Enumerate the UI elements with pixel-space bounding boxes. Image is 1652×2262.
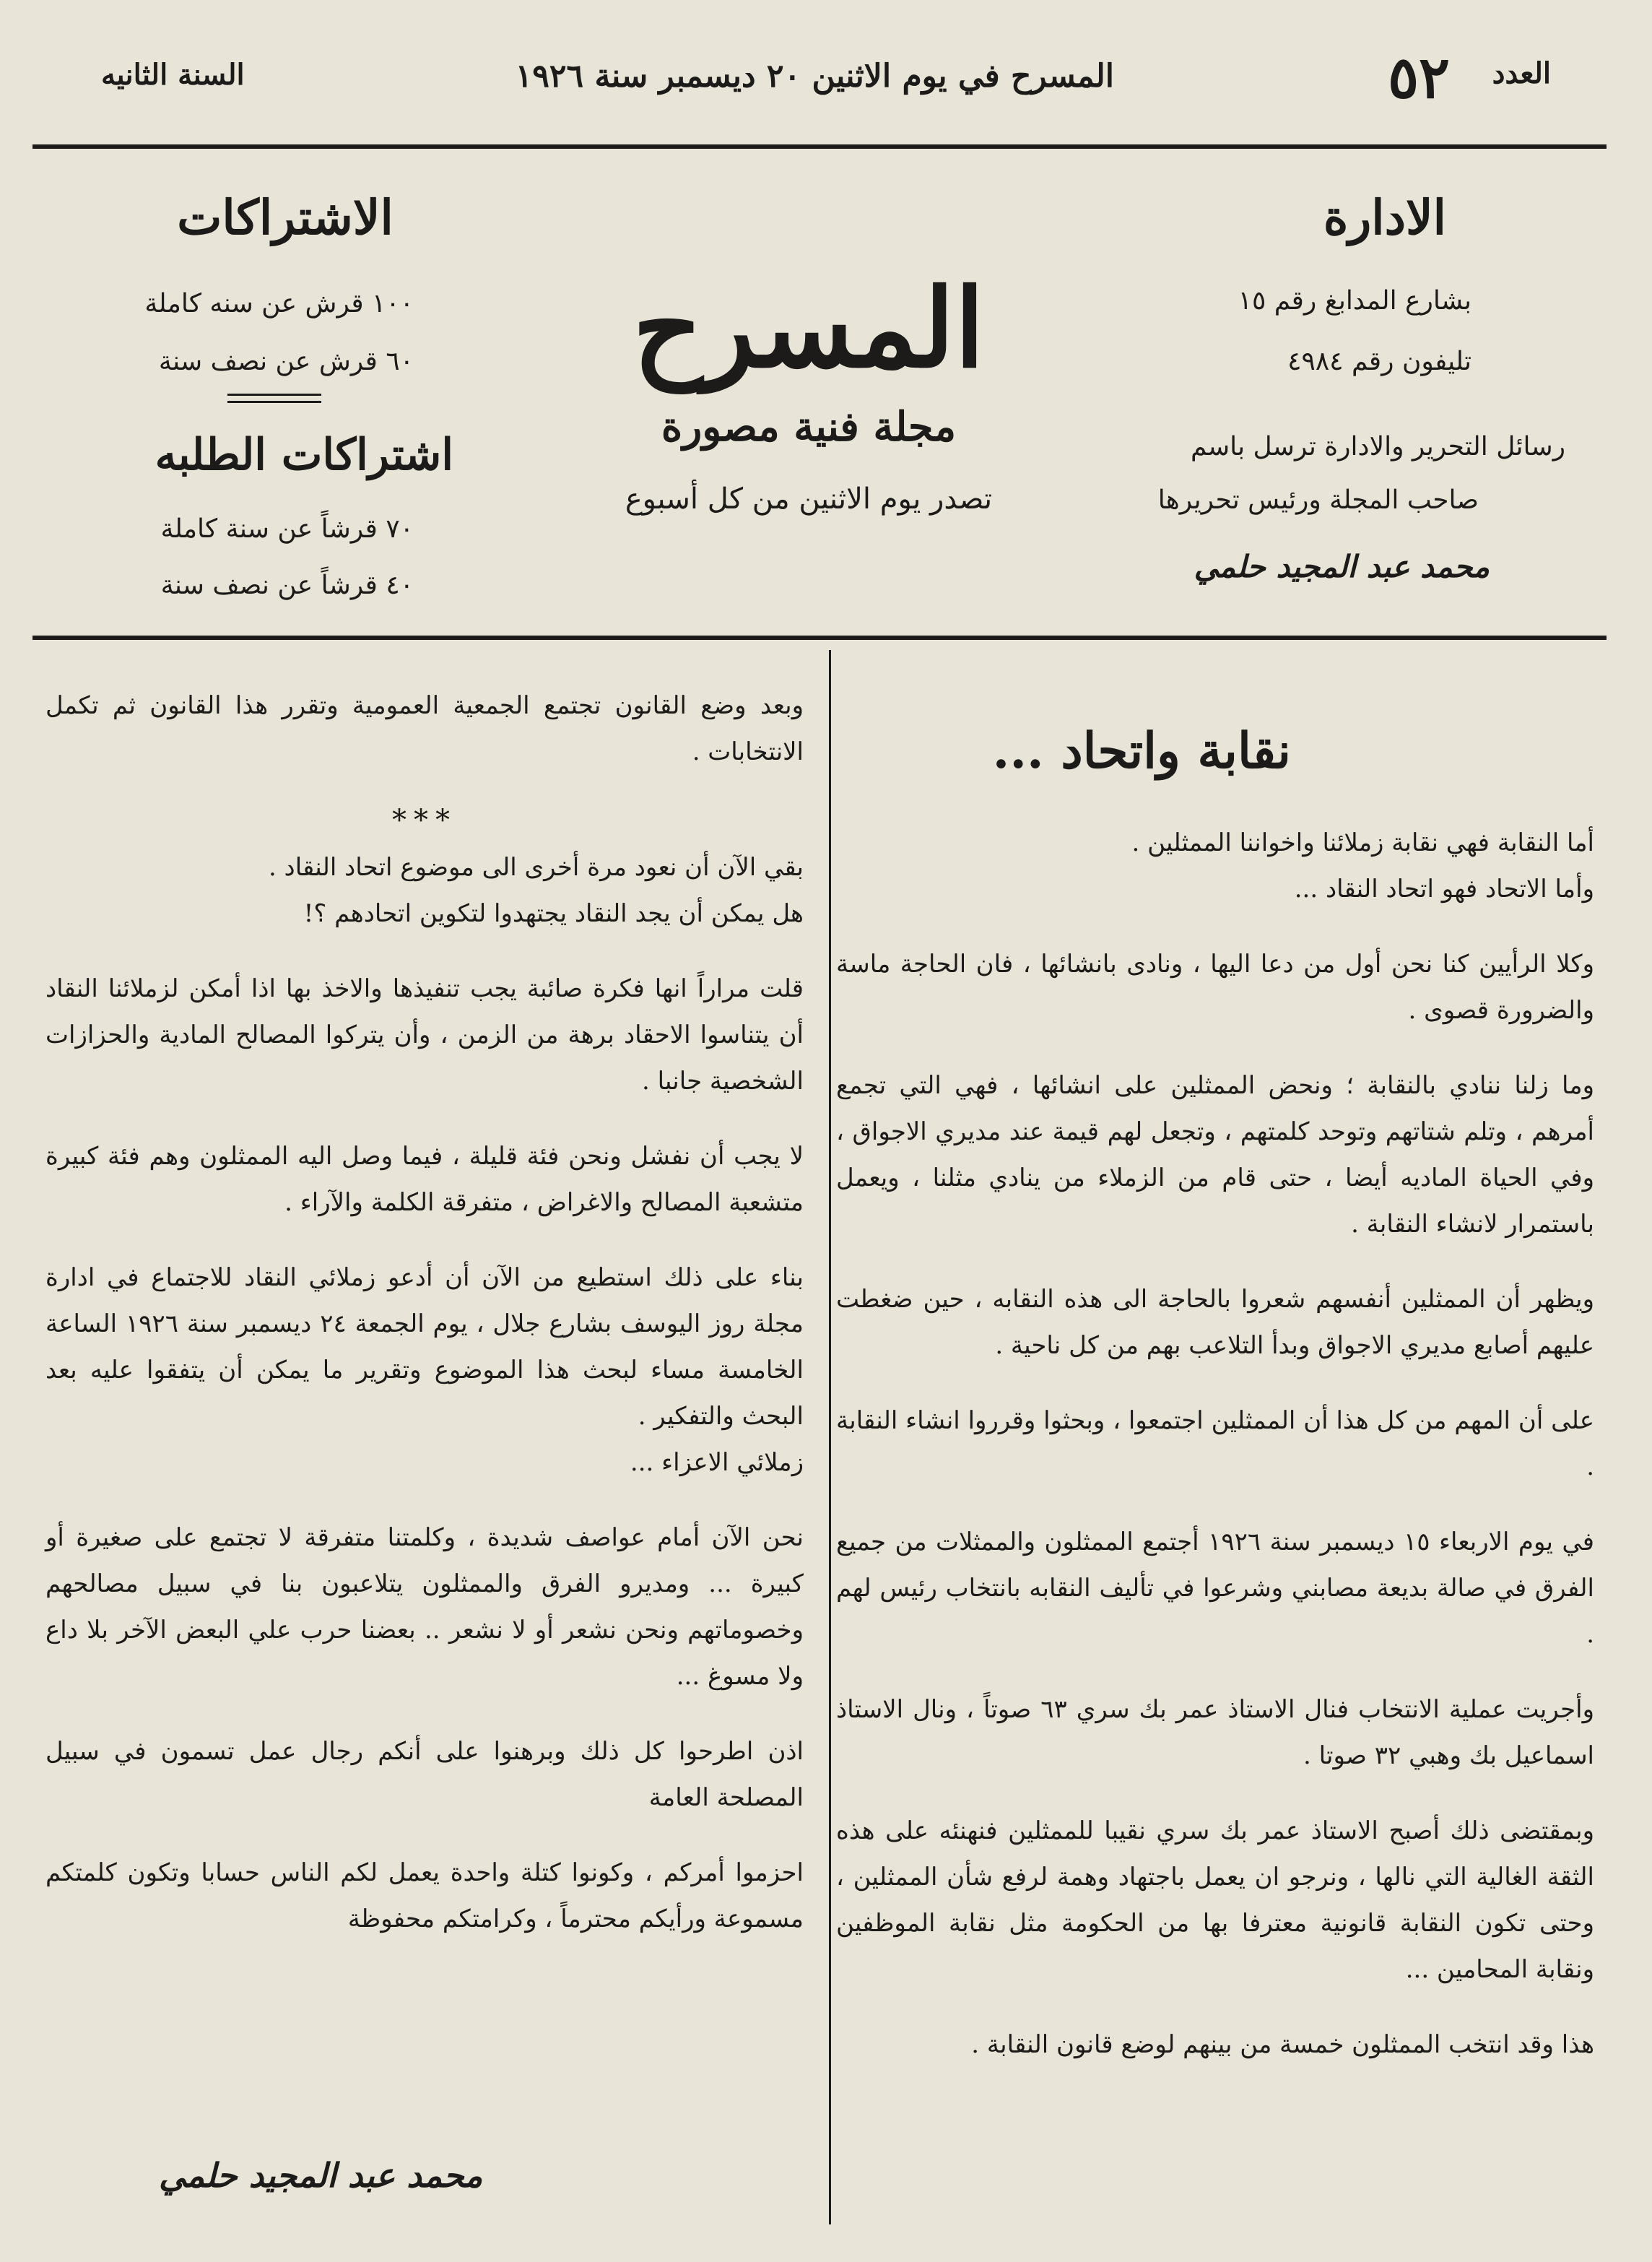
article-signature: محمد عبد المجيد حلمي — [159, 2156, 483, 2195]
paragraph: زملائي الاعزاء ... — [630, 1448, 804, 1477]
issue-number: ٥٢ — [1388, 43, 1450, 111]
paragraph: وأجريت عملية الانتخاب فنال الاستاذ عمر بك سري ٦٣ صوتاً ، ونال الاستاذ اسماعيل بك وهبي ٣٢ صوتا . — [836, 1695, 1594, 1770]
masthead-title: المسرح — [632, 265, 985, 392]
admin-line: بشارع المدابغ رقم ١٥ — [1238, 286, 1471, 316]
student-subscription-line: ٧٠ قرشاً عن سنة كاملة — [160, 514, 414, 544]
subscriptions-title: الاشتراكات — [177, 189, 394, 246]
paragraph: ويظهر أن الممثلين أنفسهم شعروا بالحاجة الى هذه النقابه ، حين ضغطت عليهم أصابع مديري الاجواق وبدأ التلاعب بهم من كل ناحية . — [836, 1285, 1594, 1360]
column-divider — [829, 650, 831, 2224]
article-right-column — [836, 820, 1594, 2068]
subscription-line: ٦٠ قرش عن نصف سنة — [158, 347, 414, 376]
issue-label: العدد — [1492, 56, 1551, 90]
paragraph: اذن اطرحوا كل ذلك وبرهنوا على أنكم رجال عمل تسمون في سبيل المصلحة العامة — [45, 1737, 804, 1812]
issue-date: المسرح في يوم الاثنين ٢٠ ديسمبر سنة ١٩٢٦ — [515, 58, 1114, 95]
paragraph: أما النقابة فهي نقابة زملائنا واخواننا الممثلين . — [1131, 828, 1594, 857]
subscription-divider — [227, 394, 321, 396]
paragraph: قلت مراراً انها فكرة صائبة يجب تنفيذها والاخذ بها اذا أمكن لزملائنا النقاد أن يتناسوا الاحقاد برهة من الزمن ، وأن يتركوا المصالح المادية والحزازات الشخصية جانبا . — [45, 974, 804, 1096]
paragraph: احزموا أمركم ، وكونوا كتلة واحدة يعمل لكم الناس حسابا وتكون كلمتكم مسموعة ورأيكم محترماً ، وكرامتكم محفوظة — [45, 1858, 804, 1933]
paragraph: هل يمكن أن يجد النقاد يجتهدوا لتكوين اتحادهم ؟! — [303, 899, 804, 928]
paragraph: بناء على ذلك استطيع من الآن أن أدعو زملائي النقاد للاجتماع في ادارة مجلة روز اليوسف بشارع جلال ، يوم الجمعة ٢٤ ديسمبر سنة ١٩٢٦ الساعة الخامسة مساء لبحث هذا الموضوع وتقرير ما يمكن أن يتفقوا عليه بعد البحث والتفكير . — [45, 1263, 804, 1431]
paragraph: في يوم الاربعاء ١٥ ديسمبر سنة ١٩٢٦ أجتمع الممثلون والممثلات من جميع الفرق في صالة بديعة مصابني وشرعوا في تأليف النقابه بانتخاب رئيس لهم . — [836, 1528, 1594, 1649]
paragraph: لا يجب أن نفشل ونحن فئة قليلة ، فيما وصل اليه الممثلون وهم فئة كبيرة متشعبة المصالح والاغراض ، متفرقة الكلمة والآراء . — [45, 1142, 804, 1217]
paragraph: بقي الآن أن نعود مرة أخرى الى موضوع اتحاد النقاد . — [268, 853, 804, 882]
masthead-subtitle: مجلة فنية مصورة — [661, 403, 957, 451]
subscription-divider — [227, 401, 321, 403]
students-title: اشتراكات الطلبه — [155, 430, 453, 480]
admin-line: تليفون رقم ٤٩٨٤ — [1287, 347, 1471, 376]
top-rule — [32, 144, 1607, 149]
year-label: السنة الثانيه — [101, 58, 245, 92]
article-left-column — [45, 682, 804, 1942]
paragraph: نحن الآن أمام عواصف شديدة ، وكلمتنا متفرقة لا تجتمع على صغيرة أو كبيرة ... ومديرو الفرق والممثلون يتلاعبون بنا في سبيل مصالحهم وخصوماتهم ونحن نشعر أو لا نشعر .. بعضنا حرب علي البعض الآخر بلا داع ولا مسوغ ... — [45, 1523, 804, 1691]
admin-line: صاحب المجلة ورئيس تحريرها — [1157, 485, 1479, 515]
article-title: نقابة واتحاد ... — [992, 722, 1291, 780]
masthead — [563, 265, 1054, 516]
masthead-rule — [32, 636, 1607, 640]
admin-line: رسائل التحرير والادارة ترسل باسم — [1190, 432, 1565, 462]
section-separator: *** — [392, 804, 457, 837]
paragraph: وبعد وضع القانون تجتمع الجمعية العمومية وتقرر هذا القانون ثم تكمل الانتخابات . — [45, 691, 804, 766]
paragraph: وكلا الرأيين كنا نحن أول من دعا اليها ، ونادى بانشائها ، فان الحاجة ماسة والضرورة قصوى . — [836, 950, 1594, 1025]
masthead-issue-note: تصدر يوم الاثنين من كل أسبوع — [625, 482, 993, 516]
subscription-line: ١٠٠ قرش عن سنه كاملة — [144, 289, 414, 318]
paragraph: هذا وقد انتخب الممثلون خمسة من بينهم لوضع قانون النقابة . — [971, 2030, 1594, 2059]
paragraph: وما زلنا ننادي بالنقابة ؛ ونحض الممثلين على انشائها ، فهي التي تجمع أمرهم ، وتلم شتاتهم وتوحد كلمتهم ، وتجعل لهم قيمة عند مديري الاجواق ، وفي الحياة الماديه أيضا ، حتى قام من الزملاء من ينادي مثلنا ، ويعمل باستمرار لانشاء النقابة . — [836, 1071, 1594, 1239]
paragraph: على أن المهم من كل هذا أن الممثلين اجتمعوا ، وبحثوا وقرروا انشاء النقابة . — [836, 1406, 1595, 1481]
student-subscription-line: ٤٠ قرشاً عن نصف سنة — [160, 571, 414, 600]
paragraph: وبمقتضى ذلك أصبح الاستاذ عمر بك سري نقيبا للممثلين فنهنئه على هذه الثقة الغالية التي نالها ، ونرجو ان يعمل باجتهاد وهمة لرفع شأن الممثلين ، وحتى تكون النقابة قانونية معترفا بها من الحكومة مثل نقابة الموظفين ونقابة المحامين ... — [836, 1816, 1594, 1984]
owner-signature: محمد عبد المجيد حلمي — [1194, 549, 1490, 584]
administration-title: الادارة — [1323, 189, 1446, 246]
paragraph: وأما الاتحاد فهو اتحاد النقاد ... — [1294, 875, 1594, 904]
